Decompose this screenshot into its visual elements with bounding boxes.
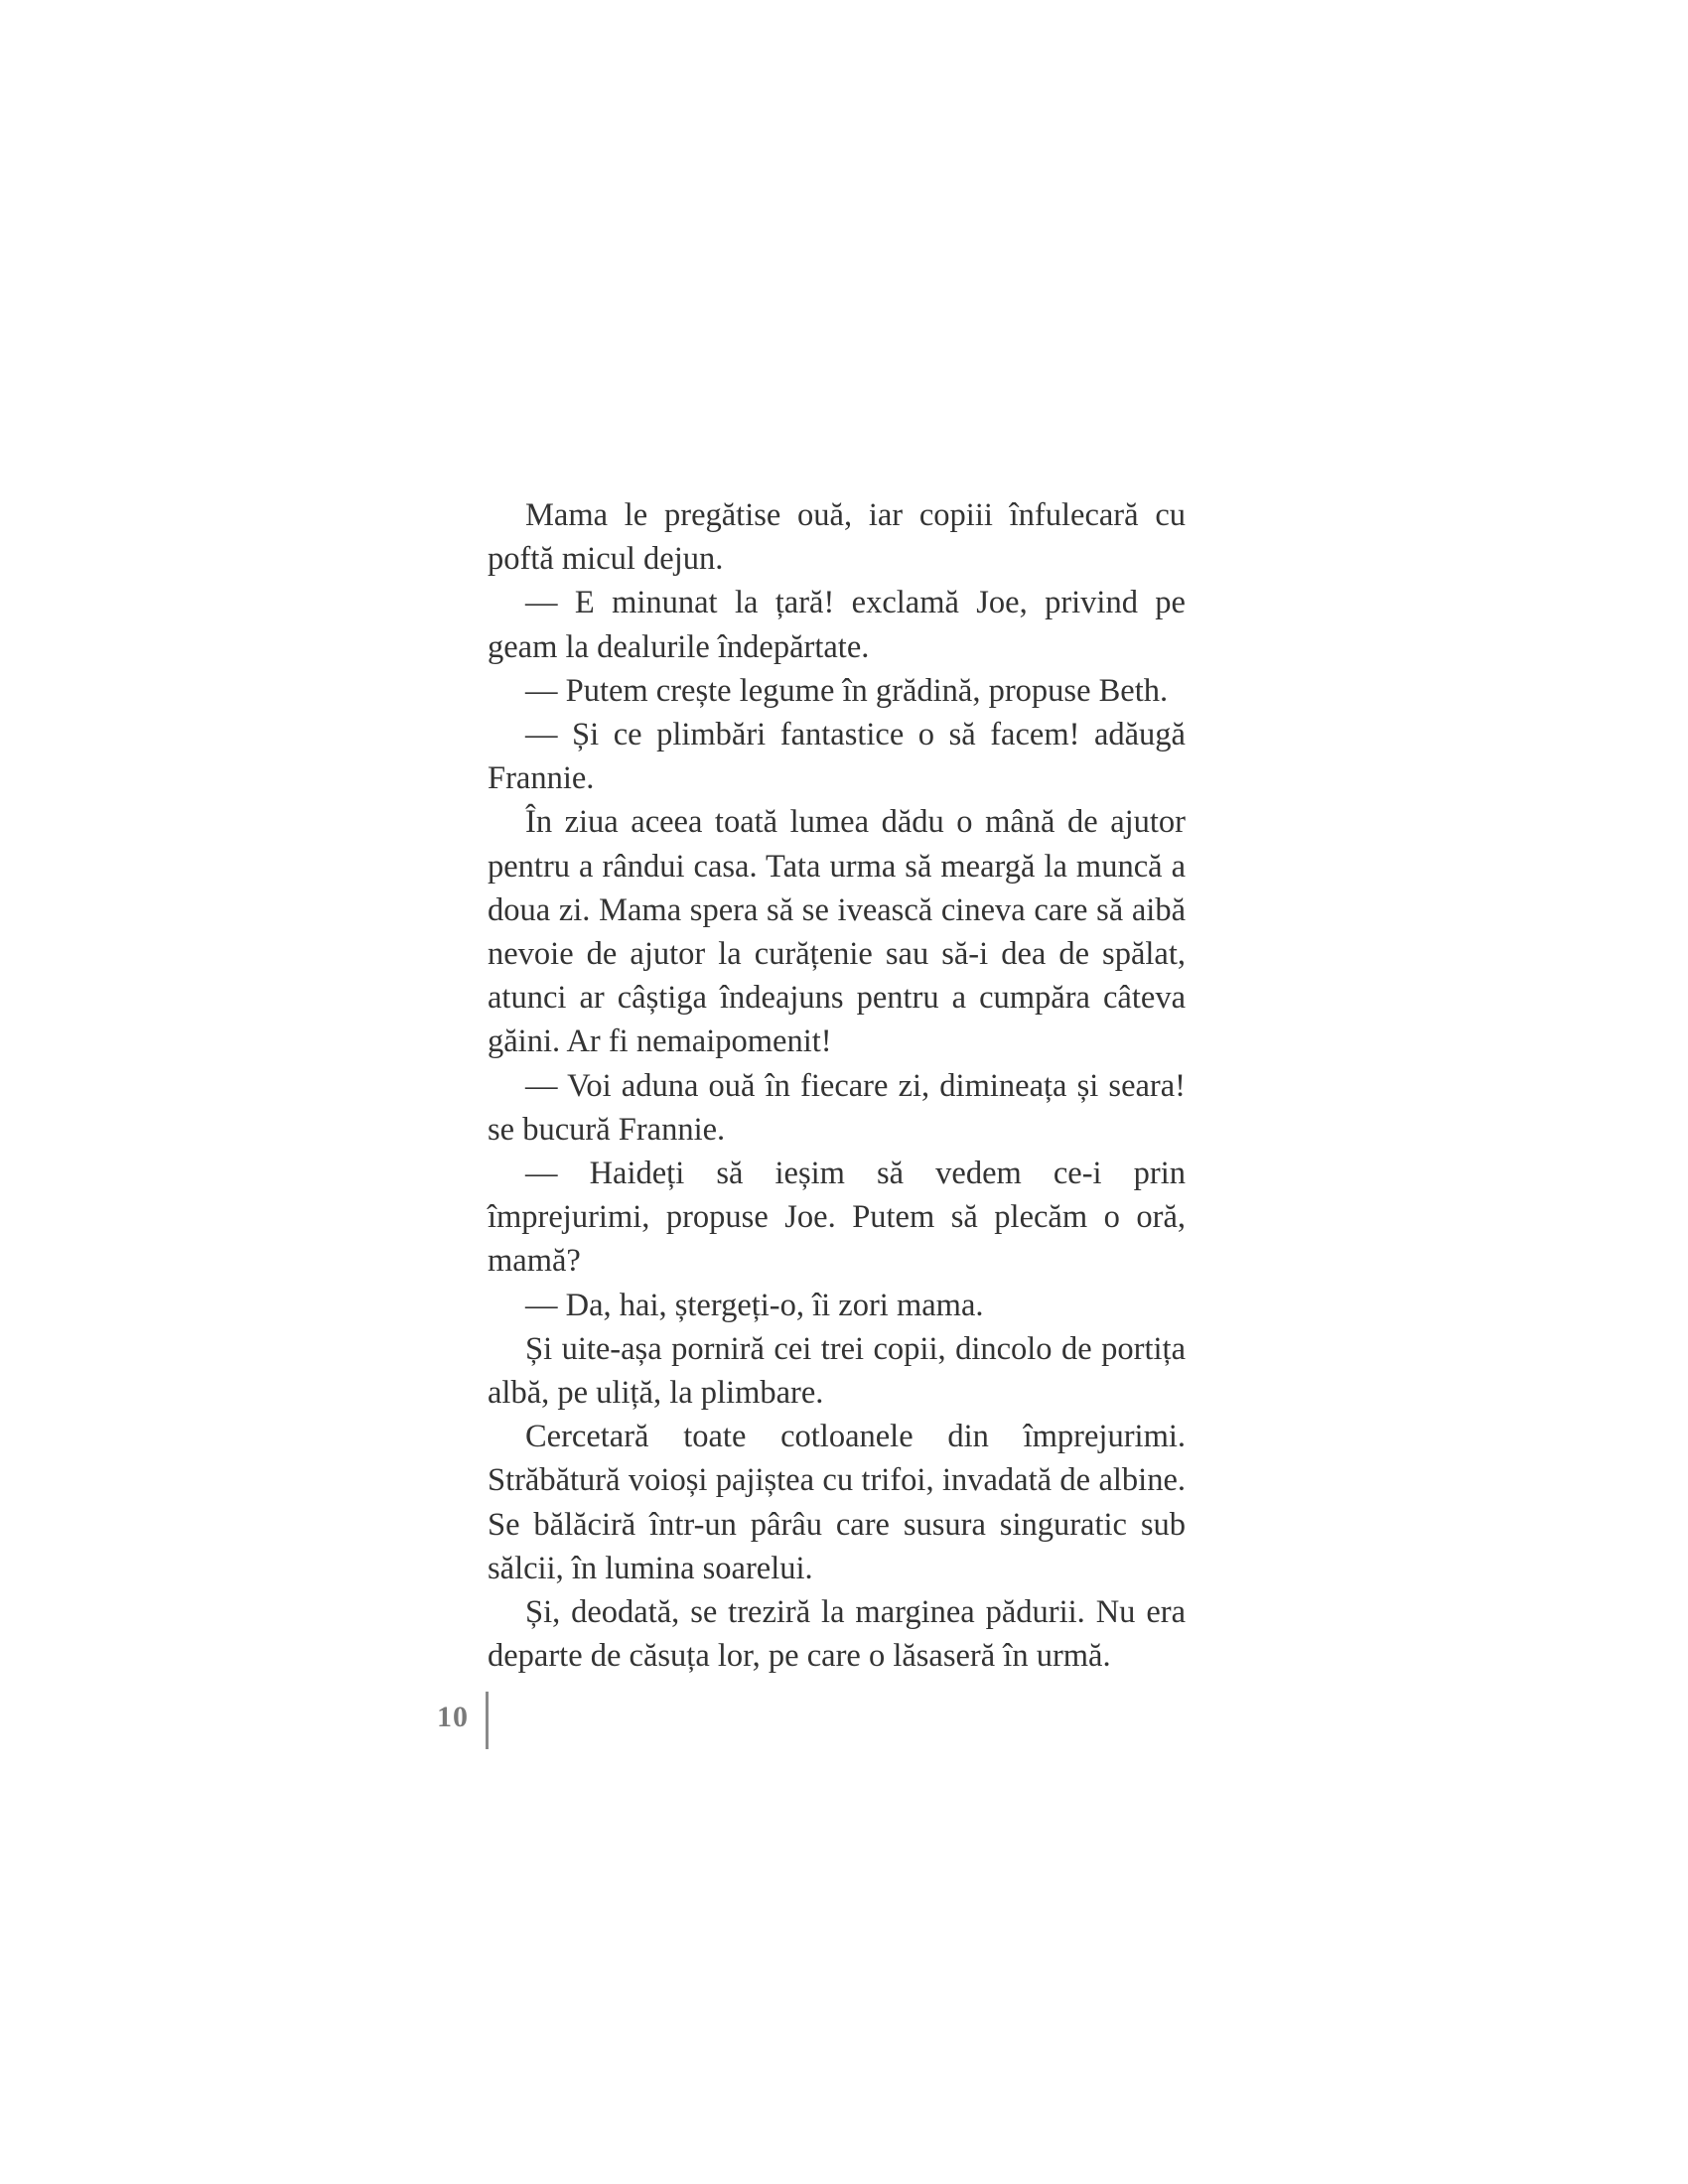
page-footer bbox=[427, 1692, 469, 1743]
page-number-rule bbox=[486, 1692, 489, 1749]
paragraph: — Putem crește legume în grădină, propuse Beth. bbox=[525, 672, 1169, 709]
paragraph: — Voi aduna ouă în fiecare zi, dimineața și seara! se bucură Frannie. bbox=[488, 1067, 1186, 1148]
paragraph: — E minunat la țară! exclamă Joe, privind pe geam la dealurile îndepărtate. bbox=[488, 585, 1186, 665]
body-text bbox=[488, 493, 1186, 1678]
paragraph: Cercetară toate cotloanele din împrejurimi. Străbătură voioși pajiștea cu trifoi, invadată de albine. Se bălăciră într-un pârâu care susura singuratic sub sălcii, în lumina soarelui. bbox=[488, 1419, 1186, 1586]
paragraph: Și uite-așa porniră cei trei copii, dincolo de portița albă, pe uliță, la plimbare. bbox=[488, 1330, 1186, 1412]
paragraph: Mama le pregătise ouă, iar copiii înfulecară cu poftă micul dejun. bbox=[488, 497, 1186, 578]
paragraph: — Și ce plimbări fantastice o să facem! adăugă Frannie. bbox=[488, 717, 1186, 797]
page-number: 10 bbox=[437, 1701, 469, 1733]
paragraph: — Haideți să ieșim să vedem ce-i prin împrejurimi, propuse Joe. Putem să plecăm o oră, mamă? bbox=[488, 1156, 1186, 1280]
paragraph: — Da, hai, ștergeți-o, îi zori mama. bbox=[525, 1287, 984, 1323]
paragraph: În ziua aceea toată lumea dădu o mână de ajutor pentru a rândui casa. Tata urma să meargă la muncă a doua zi. Mama spera să se ivească cineva care să aibă nevoie de ajutor la curățenie sau să-i dea de spălat, atunci ar câștiga îndeajuns pentru a cumpăra câteva găini. Ar fi nemaipomenit! bbox=[488, 804, 1186, 1060]
paragraph: Și, deodată, se treziră la marginea pădurii. Nu era departe de căsuța lor, pe care o lăsaseră în urmă. bbox=[488, 1594, 1186, 1675]
